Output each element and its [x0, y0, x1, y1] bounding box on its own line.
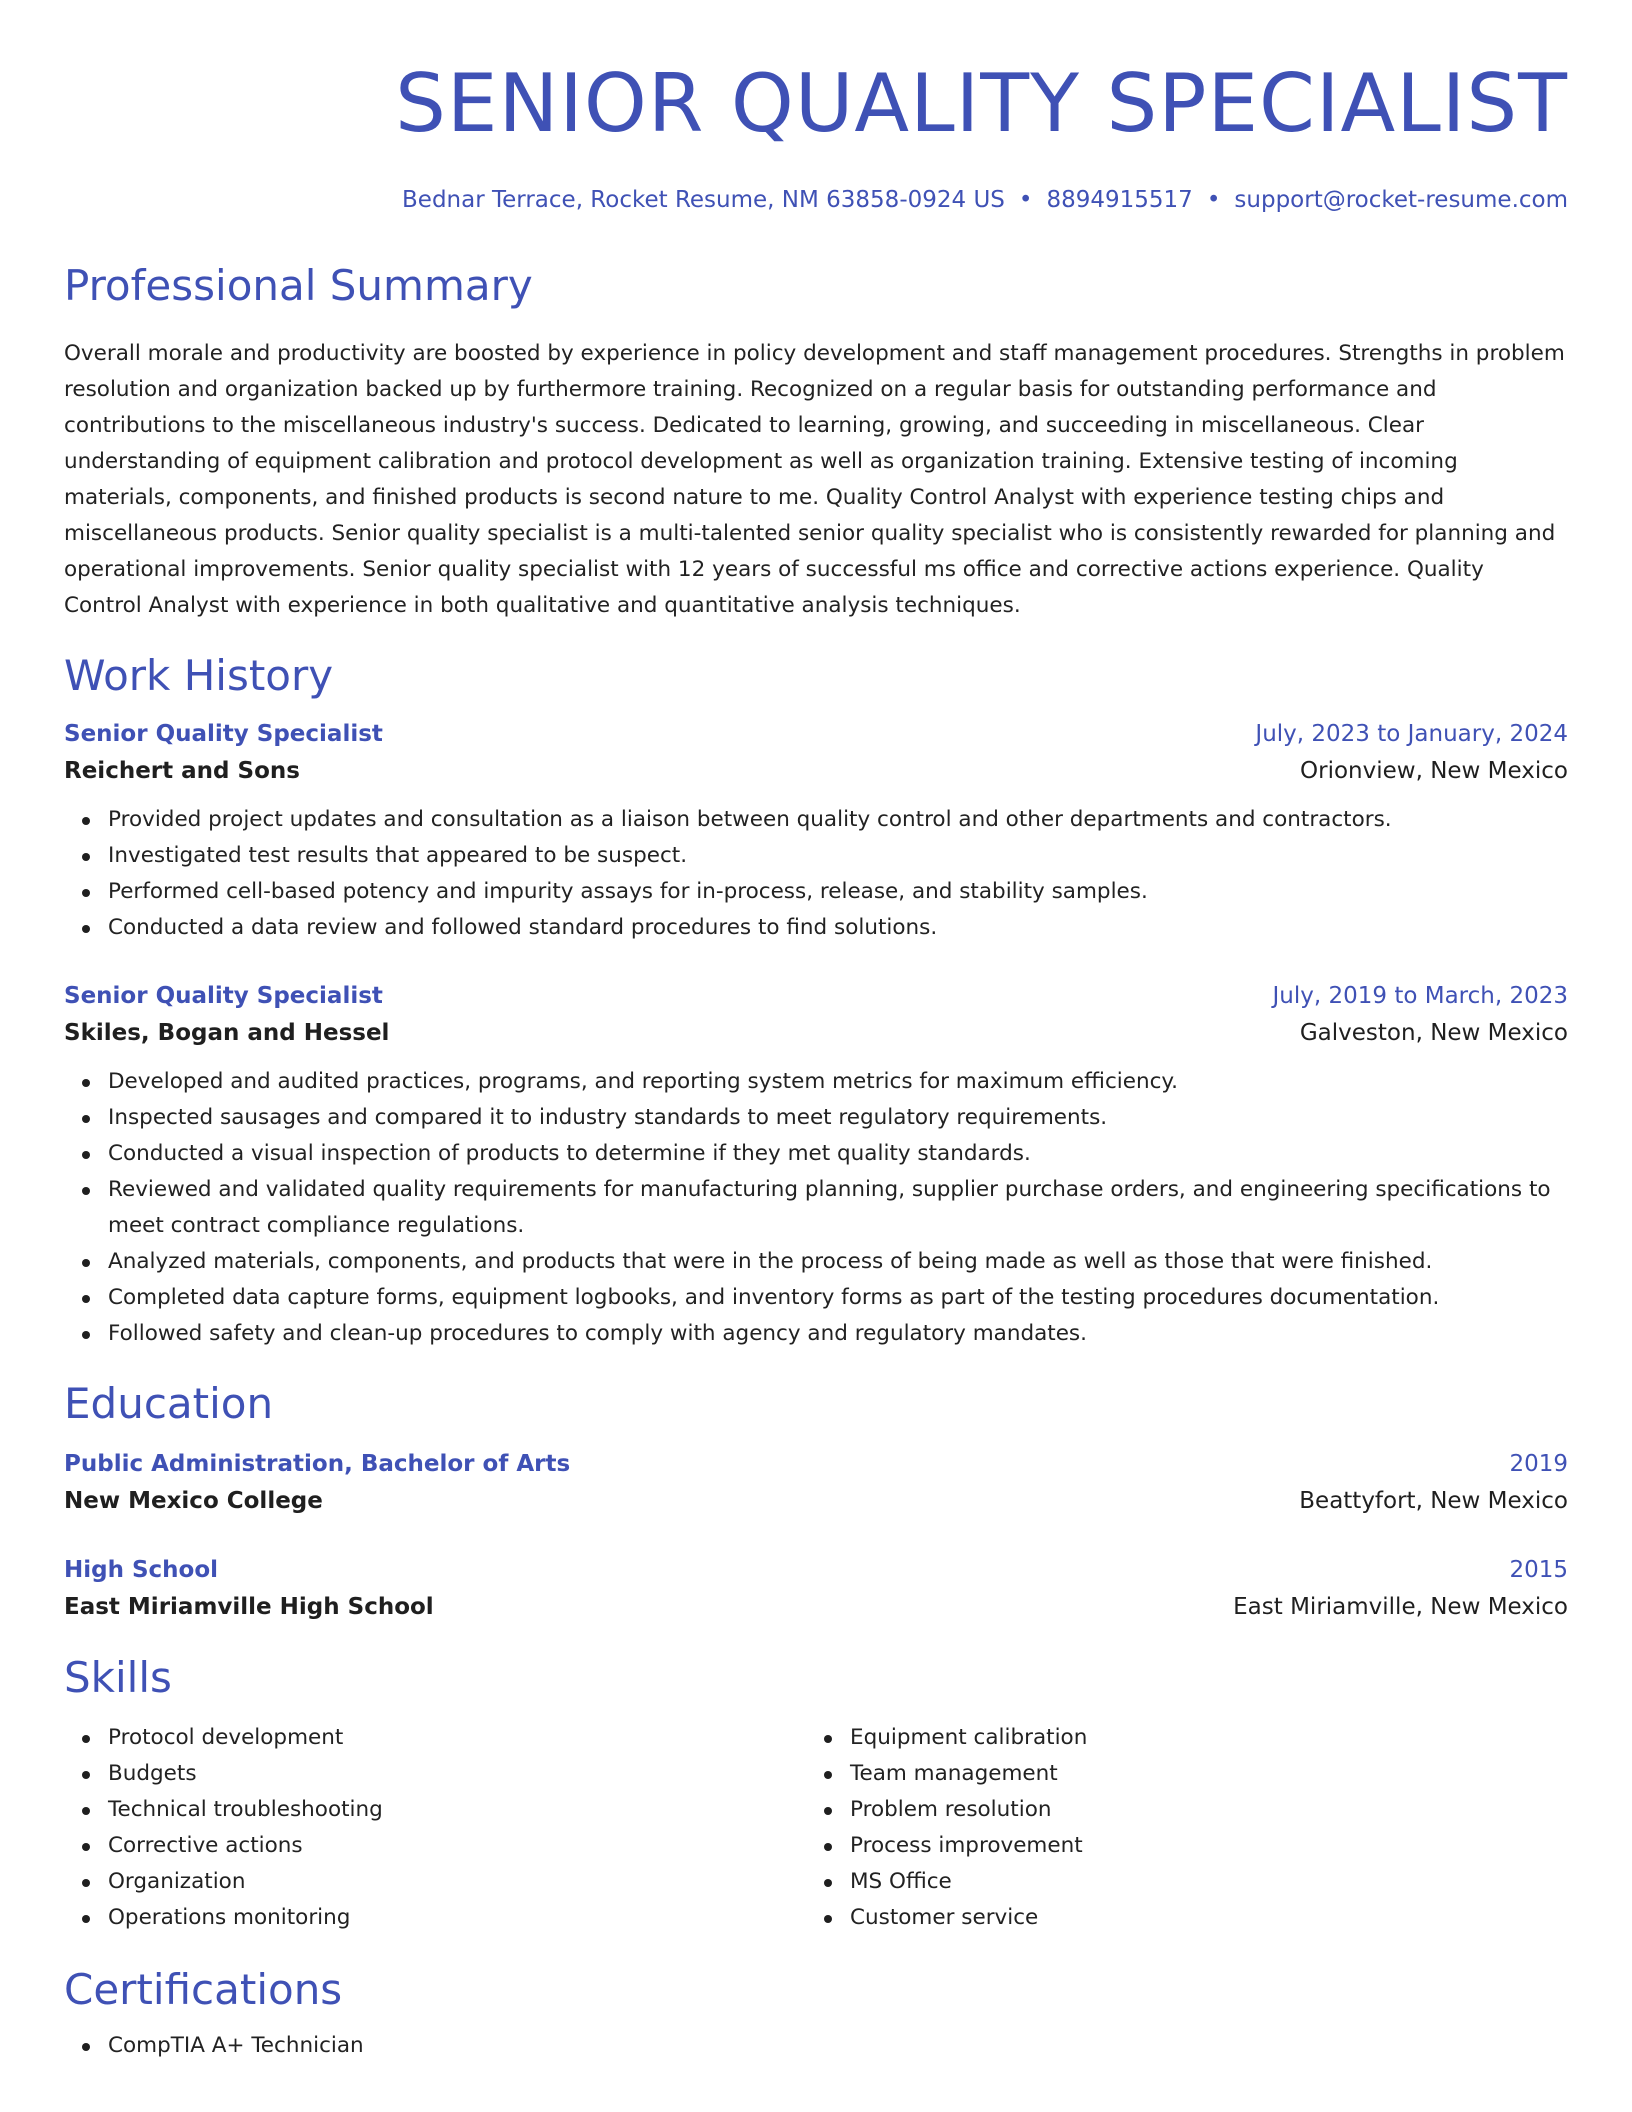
skill-item: Organization	[108, 1864, 806, 1900]
job-bullets	[64, 1064, 1568, 1352]
education-degree: Public Administration, Bachelor of Arts	[64, 1451, 571, 1477]
section-title-skills: Skills	[64, 1653, 172, 1702]
education-degree: High School	[64, 1557, 219, 1583]
skills-column-left	[64, 1720, 806, 1936]
job-bullet: Reviewed and validated quality requirements for manufacturing planning, supplier purchase orders, and engineering specifications to meet contract compliance regulations.	[108, 1172, 1568, 1244]
skill-item: Protocol development	[108, 1720, 806, 1756]
job-location: Galveston, New Mexico	[1299, 1020, 1568, 1046]
education-year: 2015	[1509, 1557, 1568, 1583]
contact-line	[64, 184, 1568, 216]
section-title-summary: Professional Summary	[64, 261, 533, 310]
skill-item: Corrective actions	[108, 1828, 806, 1864]
skills-list	[64, 1720, 1568, 1936]
job-bullet: Inspected sausages and compared it to industry standards to meet regulatory requirements.	[108, 1100, 1568, 1136]
job-company: Reichert and Sons	[64, 758, 300, 784]
job-entry	[64, 978, 1568, 1352]
job-bullet: Conducted a data review and followed standard procedures to find solutions.	[108, 910, 1568, 946]
skill-item: Equipment calibration	[850, 1720, 1548, 1756]
contact-email: support@rocket-resume.com	[1234, 187, 1568, 213]
job-bullets	[64, 802, 1568, 946]
certifications-list	[64, 2028, 1568, 2064]
skill-item: Technical troubleshooting	[108, 1792, 806, 1828]
skill-item: Team management	[850, 1756, 1548, 1792]
job-dates: July, 2019 to March, 2023	[1272, 983, 1568, 1009]
section-title-certifications: Certifications	[64, 1965, 343, 2014]
skill-item: Operations monitoring	[108, 1900, 806, 1936]
education-school: New Mexico College	[64, 1488, 323, 1514]
contact-address: Bednar Terrace, Rocket Resume, NM 63858-0924 US	[402, 187, 1005, 213]
job-bullet: Developed and audited practices, programs, and reporting system metrics for maximum efficiency.	[108, 1064, 1568, 1100]
section-title-work: Work History	[64, 651, 334, 700]
skill-item: MS Office	[850, 1864, 1548, 1900]
job-role: Senior Quality Specialist	[64, 983, 383, 1009]
job-bullet: Followed safety and clean-up procedures to comply with agency and regulatory mandates.	[108, 1316, 1568, 1352]
education-entry	[64, 1552, 1568, 1626]
skills-column-right	[806, 1720, 1548, 1936]
resume-header	[64, 56, 1568, 216]
section-title-education: Education	[64, 1379, 274, 1428]
job-role: Senior Quality Specialist	[64, 721, 383, 747]
job-bullet: Performed cell-based potency and impurity assays for in-process, release, and stability samples.	[108, 874, 1568, 910]
education-location: East Miriamville, New Mexico	[1233, 1594, 1568, 1620]
contact-separator: •	[1206, 187, 1221, 213]
education-location: Beattyfort, New Mexico	[1299, 1488, 1568, 1514]
job-bullet: Analyzed materials, components, and products that were in the process of being made as well as those that were finished.	[108, 1244, 1568, 1280]
job-entry	[64, 716, 1568, 946]
job-location: Orionview, New Mexico	[1300, 758, 1568, 784]
job-bullet: Investigated test results that appeared to be suspect.	[108, 838, 1568, 874]
job-bullet: Completed data capture forms, equipment logbooks, and inventory forms as part of the testing procedures documentation.	[108, 1280, 1568, 1316]
job-company: Skiles, Bogan and Hessel	[64, 1020, 390, 1046]
job-bullet: Provided project updates and consultation as a liaison between quality control and other departments and contractors.	[108, 802, 1568, 838]
resume-name: SENIOR QUALITY SPECIALIST	[395, 57, 1568, 150]
skill-item: Customer service	[850, 1900, 1548, 1936]
job-dates: July, 2023 to January, 2024	[1255, 721, 1568, 747]
certification-item: CompTIA A+ Technician	[108, 2028, 1568, 2064]
skill-item: Budgets	[108, 1756, 806, 1792]
skill-item: Process improvement	[850, 1828, 1548, 1864]
summary-text: Overall morale and productivity are boosted by experience in policy development and staff management procedures. Strengths in problem resolution and organization backed up by furthermore training. Recognized on a regular basis for outstanding performance and contributions to the miscellaneous industry's success. Dedicated to learning, growing, and succeeding in miscellaneous. Clear understanding of equipment calibration and protocol development as well as organization training. Extensive testing of incoming materials, components, and finished products is second nature to me. Quality Control Analyst with experience testing chips and miscellaneous products. Senior quality specialist is a multi-talented senior quality specialist who is consistently rewarded for planning and operational improvements. Senior quality specialist with 12 years of successful ms office and corrective actions experience. Quality Control Analyst with experience in both qualitative and quantitative analysis techniques.	[64, 341, 1565, 618]
skill-item: Problem resolution	[850, 1792, 1548, 1828]
contact-phone: 8894915517	[1046, 187, 1193, 213]
education-entry	[64, 1446, 1568, 1520]
contact-separator: •	[1018, 187, 1033, 213]
education-year: 2019	[1509, 1451, 1568, 1477]
education-school: East Miriamville High School	[64, 1594, 434, 1620]
job-bullet: Conducted a visual inspection of products to determine if they met quality standards.	[108, 1136, 1568, 1172]
